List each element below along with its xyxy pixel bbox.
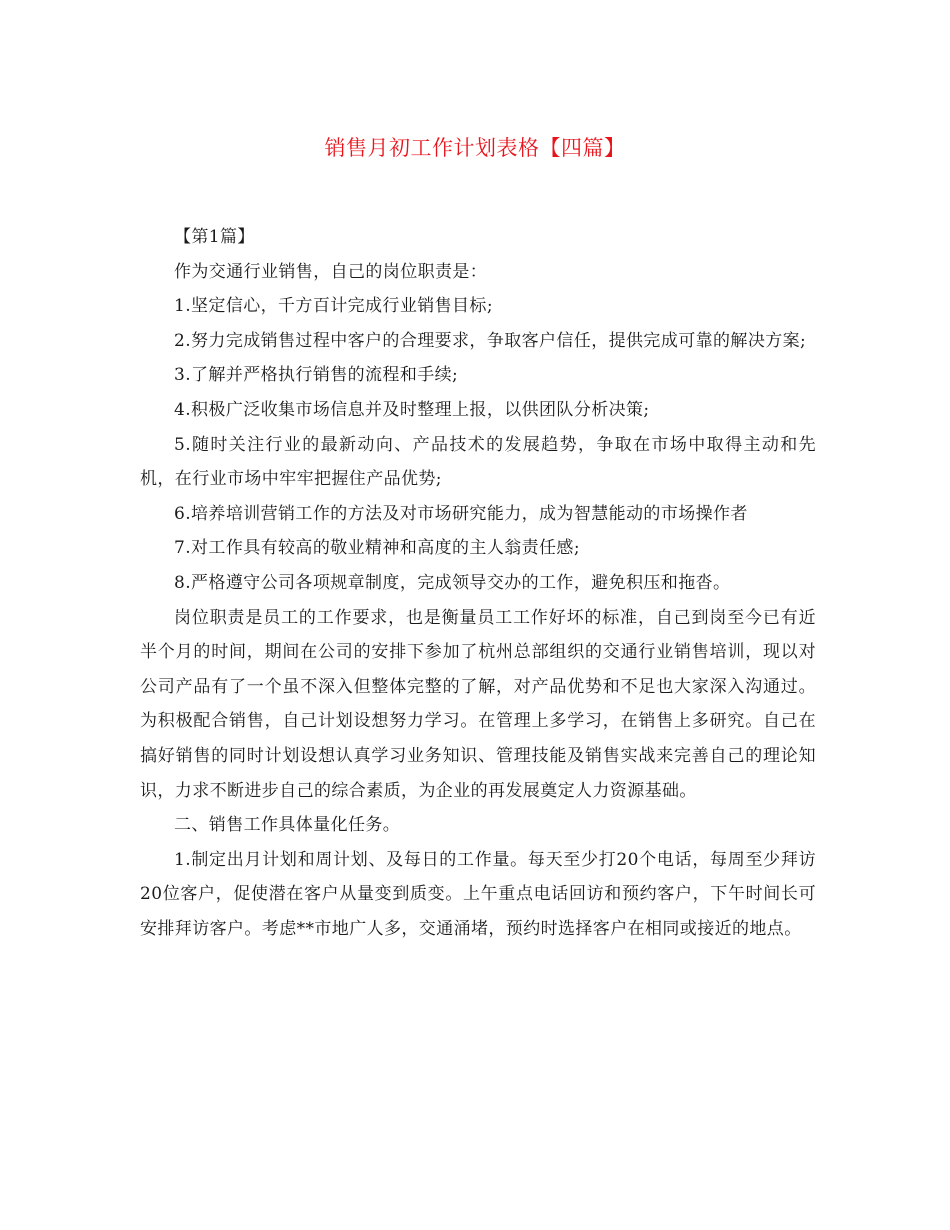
list-item: 3.了解并严格执行销售的流程和手续; <box>174 365 459 386</box>
list-item: 1.制定出月计划和周计划、及每日的工作量。每天至少打20个电话，每周至少拜访20位客户，促使潜在客户从量变到质变。上午重点电话回访和预约客户，下午时间长可安排拜访客户。考虑**市地广人多，交通涌堵，预约时选择客户在相同或接近的地点。 <box>140 849 816 939</box>
list-item: 1.坚定信心，千方百计完成行业销售目标; <box>174 296 493 317</box>
section-heading: 【第1篇】 <box>174 227 255 247</box>
paragraph: 岗位职责是员工的工作要求，也是衡量员工工作好坏的标准，自己到岗至今已有近半个月的时间，期间在公司的安排下参加了杭州总部组织的交通行业销售培训，现以对公司产品有了一个虽不深入但整体完整的了解，对产品优势和不足也大家深入沟通过。为积极配合销售，自己计划设想努力学习。在管理上多学习，在销售上多研究。自己在搞好销售的同时计划设想认真学习业务知识、管理技能及销售实战来完善自己的理论知识，力求不断进步自己的综合素质，为企业的再发展奠定人力资源基础。 <box>140 607 816 801</box>
document-body <box>140 220 816 946</box>
list-item: 6.培养培训营销工作的方法及对市场研究能力，成为智慧能动的市场操作者 <box>174 503 748 524</box>
section-heading: 二、销售工作具体量化任务。 <box>174 815 401 836</box>
document-title: 销售月初工作计划表格【四篇】 <box>324 136 626 160</box>
list-item: 8.严格遵守公司各项规章制度，完成领导交办的工作，避免积压和拖沓。 <box>174 572 731 593</box>
list-item: 2.努力完成销售过程中客户的合理要求，争取客户信任，提供完成可靠的解决方案; <box>174 330 807 351</box>
list-item: 7.对工作具有较高的敬业精神和高度的主人翁责任感; <box>174 538 580 559</box>
list-item: 4.积极广泛收集市场信息并及时整理上报，以供团队分析决策; <box>174 399 650 420</box>
list-item: 5.随时关注行业的最新动向、产品技术的发展趋势，争取在市场中取得主动和先机，在行业市场中牢牢把握住产品优势; <box>140 434 816 490</box>
paragraph: 作为交通行业销售，自己的岗位职责是： <box>174 261 488 282</box>
